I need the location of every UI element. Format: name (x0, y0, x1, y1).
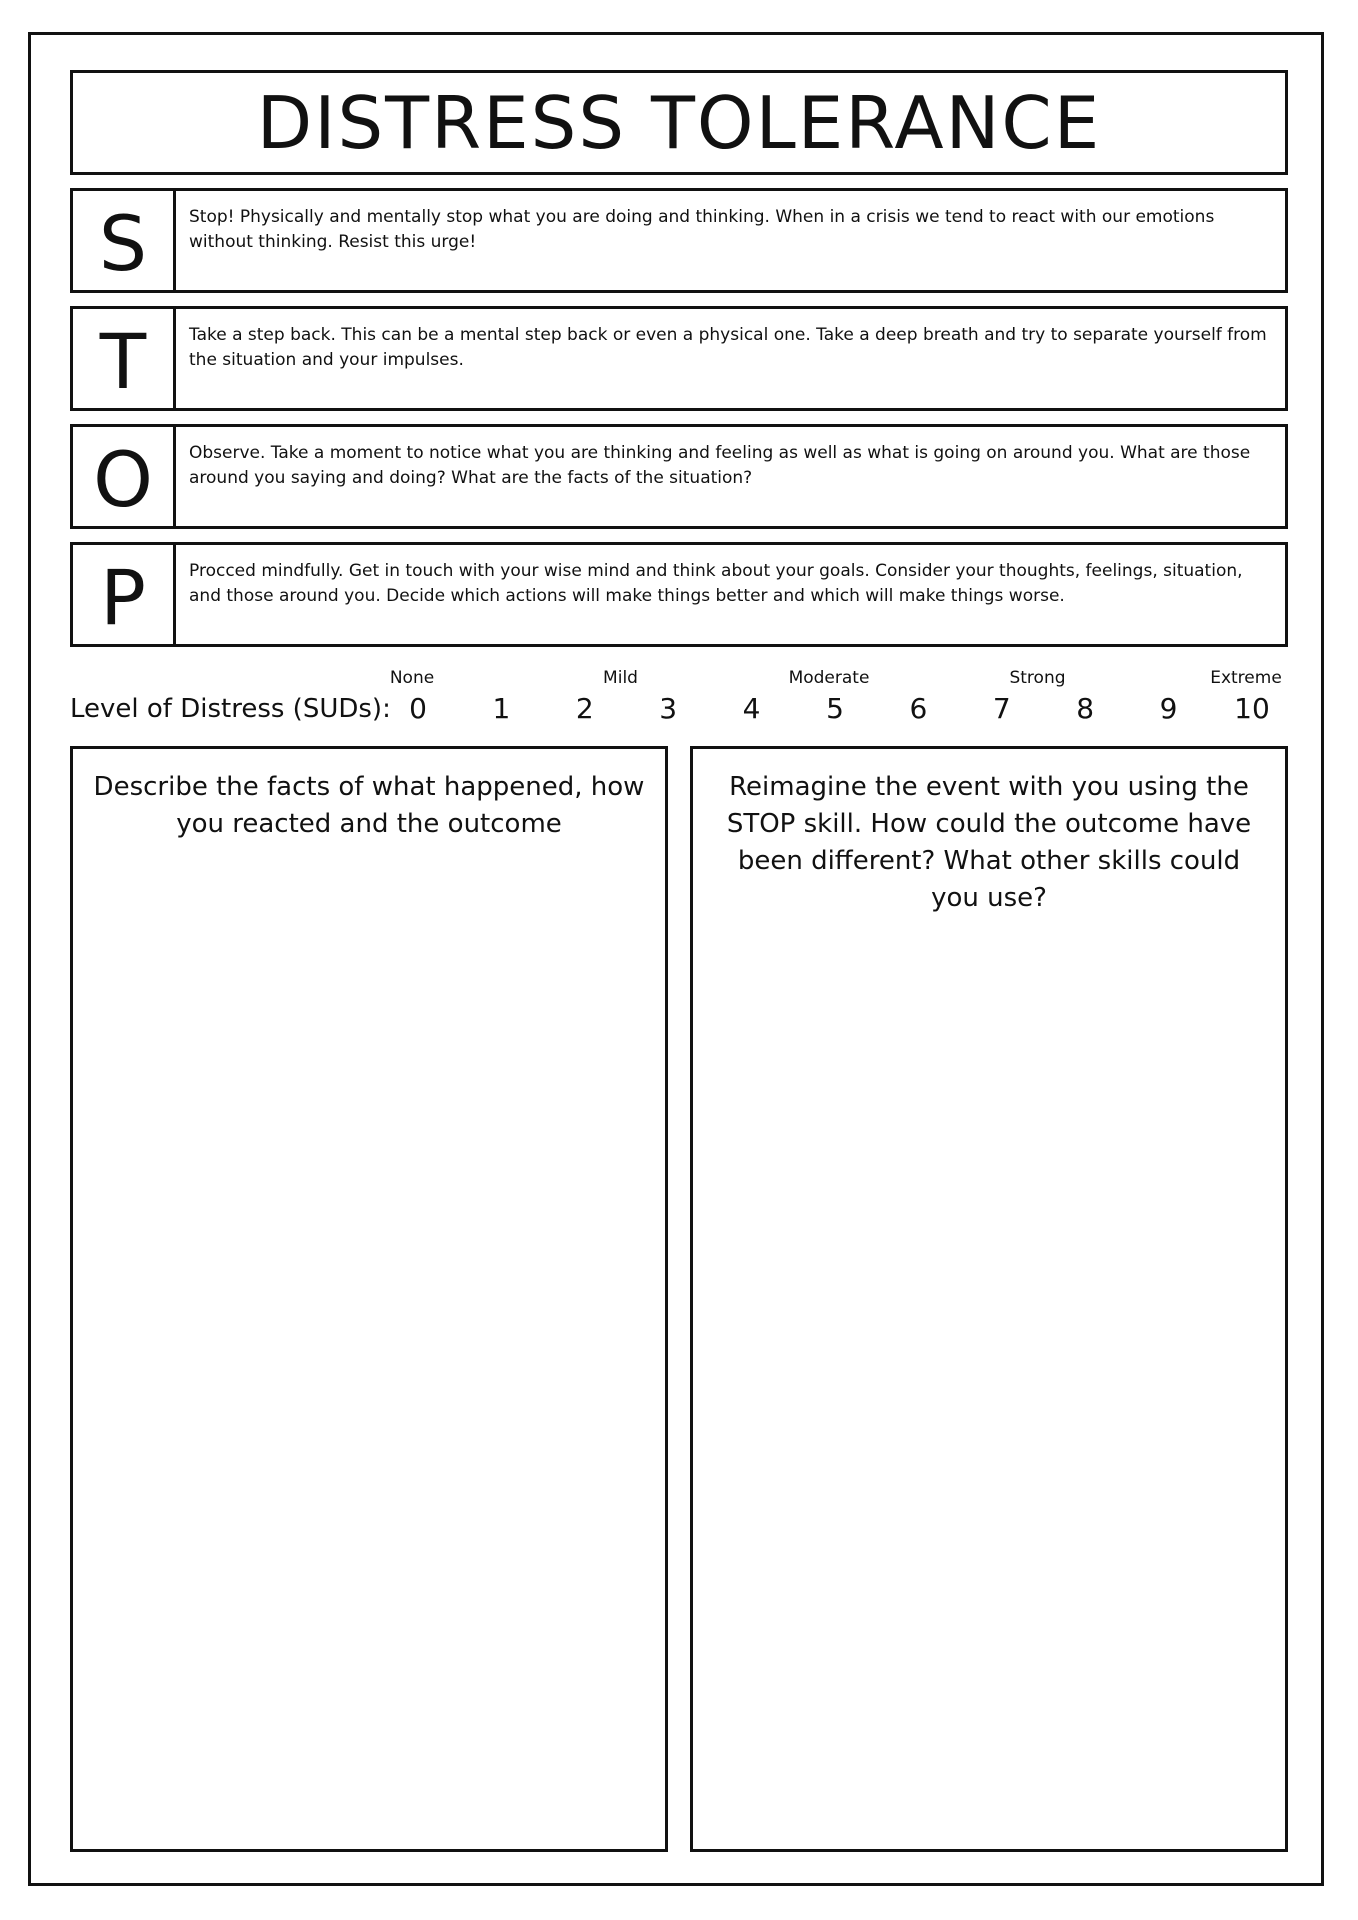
distress-scale-label: Level of Distress (SUDs): (70, 694, 391, 724)
scale-anchor-label: Strong (1009, 668, 1066, 688)
scale-number[interactable]: 5 (826, 692, 844, 725)
scale-number[interactable]: 9 (1159, 692, 1178, 725)
reimagine-answer-box[interactable] (690, 746, 1288, 1852)
facts-answer-box[interactable] (70, 746, 668, 1852)
stop-letter: P (73, 545, 176, 644)
scale-number[interactable]: 10 (1234, 692, 1270, 725)
stop-description: Stop! Physically and mentally stop what you are doing and thinking. When in a crisis we tend to react with our emotions without thinking. Resist this urge! (189, 207, 1215, 252)
stop-description: Procced mindfully. Get in touch with your wise mind and think about your goals. Consider your thoughts, feelings, situation, and those around you. Decide which actions will make things better and which will make things worse. (189, 561, 1243, 606)
scale-number[interactable]: 4 (742, 692, 761, 725)
reimagine-prompt: Reimagine the event with you using the STOP skill. How could the outcome have been different? What other skills could you use? (726, 772, 1252, 913)
scale-number[interactable]: 1 (492, 692, 511, 725)
stop-row-p (70, 542, 1288, 647)
scale-number[interactable]: 2 (575, 692, 594, 725)
scale-number[interactable]: 3 (659, 692, 678, 725)
stop-row-s (70, 188, 1288, 293)
scale-anchor-label: None (389, 668, 435, 688)
stop-row-o (70, 424, 1288, 529)
scale-number[interactable]: 8 (1076, 692, 1095, 725)
stop-row-t (70, 306, 1288, 411)
stop-letter: O (73, 427, 176, 526)
stop-description: Take a step back. This can be a mental step back or even a physical one. Take a deep breath and try to separate yourself from the situation and your impulses. (189, 325, 1267, 370)
scale-number[interactable]: 6 (909, 692, 928, 725)
scale-number[interactable]: 7 (992, 692, 1011, 725)
stop-letter: S (73, 191, 176, 290)
scale-anchor-label: Extreme (1210, 668, 1282, 688)
stop-description: Observe. Take a moment to notice what you are thinking and feeling as well as what is going on around you. What are those around you saying and doing? What are the facts of the situation? (189, 443, 1251, 488)
page-title: DISTRESS TOLERANCE (256, 80, 1102, 165)
distress-scale (70, 668, 1310, 728)
scale-number[interactable]: 0 (409, 692, 427, 725)
scale-anchor-label: Mild (603, 668, 638, 688)
facts-prompt: Describe the facts of what happened, how you reacted and the outcome (93, 772, 645, 839)
title-box (70, 70, 1288, 175)
scale-anchor-label: Moderate (788, 668, 870, 688)
stop-letter: T (73, 309, 176, 408)
